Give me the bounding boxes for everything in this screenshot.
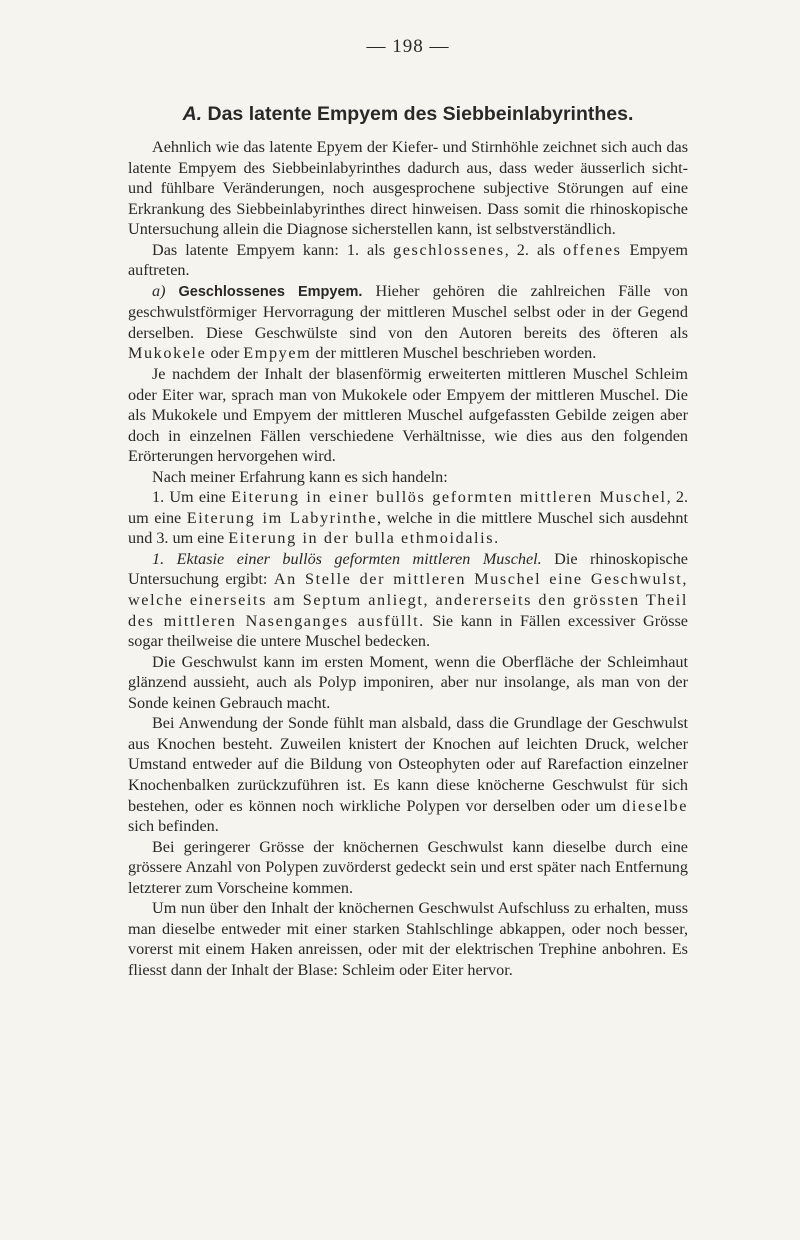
paragraph-text: Um nun über den Inhalt der knöchernen Geschwulst Aufschluss zu erhalten, muss man dieselbe entweder mit einer starken Stahlschlinge abkappen, oder noch besser, vorerst mit einem Haken anreissen, oder mit der elektrischen Trephine anbohren. Es fliesst dann der Inhalt der Blase: Schleim oder Eiter hervor. bbox=[128, 899, 688, 979]
paragraph-intro bbox=[128, 137, 688, 240]
paragraph-content bbox=[128, 364, 688, 467]
spaced-term: Eiterung in einer bullös geformten mittleren Muschel bbox=[231, 488, 667, 507]
paragraph-text: 1. Um eine bbox=[152, 488, 232, 507]
paragraph-polyp bbox=[128, 652, 688, 714]
spaced-term: Empyem bbox=[243, 344, 312, 363]
page-number: — 198 — bbox=[366, 36, 450, 57]
paragraph-text: Die Geschwulst kann im ersten Moment, wenn die Oberfläche der Schleimhaut glänzend aussieht, auch als Polyp imponiren, aber nur insolange, als man von der Sonde keinen Gebrauch macht. bbox=[128, 652, 688, 712]
paragraph-text: Aehnlich wie das latente Epyem der Kiefer- und Stirnhöhle zeichnet sich auch das latente Empyem des Siebbeinlabyrinthes dadurch aus, dass weder äusserlich sicht- und fühlbare Veränderungen, noch ausgesprochene subjective Störungen auf eine Erkrankung des Siebbeinlabyrinthes direct hinweisen. Dass somit die rhinoskopische Untersuchung allein die Diagnose sicherstellen kann, ist selbstverständlich. bbox=[128, 138, 688, 239]
paragraph-types bbox=[128, 240, 688, 281]
section-title: Das latente Empyem des Siebbeinlabyrinthes. bbox=[207, 103, 634, 125]
subsection-title-italic: 1. Ektasie einer bullös geformten mittleren Muschel. bbox=[152, 549, 542, 568]
paragraph-closed-empyema bbox=[128, 281, 688, 364]
section-letter: A. bbox=[182, 103, 203, 125]
paragraph-text: Bei geringerer Grösse der knöchernen Geschwulst kann dieselbe durch eine grössere Anzahl von Polypen zuvörderst gedeckt sein und erst später nach Entfernung letzterer zum Vorscheine kommen. bbox=[128, 837, 688, 897]
paragraph-ectasia bbox=[128, 549, 688, 652]
paragraph-experience bbox=[128, 467, 688, 488]
spaced-term: dieselbe bbox=[622, 796, 688, 815]
spaced-term: geschlossenes bbox=[393, 240, 505, 259]
spaced-term: Eiterung im Labyrinthe bbox=[186, 508, 377, 527]
paragraph-probe bbox=[128, 713, 688, 836]
paragraph-text: Hieher gehören die zahlreichen Fälle von geschwulstförmiger Hervorragung der mittleren Muschel selbst oder in der Gegend derselben. Diese Geschwülste sind von den Autoren bereits des öfteren als bbox=[128, 281, 688, 342]
spaced-term: Eiterung in der bulla ethmoidalis bbox=[228, 529, 495, 548]
paragraph-text: Empyem auftreten. bbox=[128, 240, 688, 280]
spaced-term: An Stelle der mittleren Muschel eine Geschwulst, welche einerseits am Septum anliegt, andererseits den grössten Theil des mittleren Nasenganges ausfüllt. bbox=[128, 570, 688, 630]
paragraph-small-tumor bbox=[128, 837, 688, 899]
paragraph-text: Das latente Empyem kann: 1. als bbox=[152, 240, 394, 259]
paragraph-text: , 2. um eine bbox=[128, 488, 688, 527]
paragraph-text: der mittleren Muschel beschrieben worden. bbox=[311, 344, 597, 363]
paragraph-text: , welche in die mittlere Muschel sich ausdehnt und 3. um eine bbox=[128, 508, 688, 548]
paragraph-text: Die rhinoskopische Untersuchung ergibt: bbox=[128, 549, 688, 589]
paragraph-text: Nach meiner Erfahrung kann es sich handeln: bbox=[152, 467, 448, 486]
paragraph-text: Sie kann in Fällen excessiver Grösse sogar theilweise die untere Muschel bedecken. bbox=[128, 611, 688, 651]
paragraph-cases bbox=[128, 487, 688, 549]
paragraph-text: sich befinden. bbox=[128, 817, 219, 836]
paragraph-text: oder bbox=[206, 344, 244, 363]
section-heading bbox=[128, 102, 688, 126]
paragraph-text: . bbox=[494, 529, 499, 548]
paragraph-text: Bei Anwendung der Sonde fühlt man alsbald, dass die Grundlage der Geschwulst aus Knochen besteht. Zuweilen knistert der Knochen auf leichten Druck, welcher Umstand entweder auf die Bildung von Osteophyten oder auf Rarefaction einzelner Knochenbalken zurückzuführen ist. Es kann diese knöcherne Geschwulst für sich bestehen, oder es können noch wirkliche Polypen vor derselben oder um bbox=[128, 714, 688, 815]
paragraph-removal bbox=[128, 898, 688, 980]
body-text bbox=[128, 137, 688, 980]
spaced-term: Mukokele bbox=[128, 344, 207, 363]
subsection-title: Geschlossenes Empyem. bbox=[165, 283, 363, 300]
subsection-letter: a) bbox=[152, 281, 166, 300]
paragraph-text: Je nachdem der Inhalt der blasenförmig erweiterten mittleren Muschel Schleim oder Eiter war, sprach man von Mukokele oder Empyem der mittleren Muschel. Die als Mukokele und Empyem der mittleren Muschel aufgefassten Gebilde zeigen aber doch in einzelnen Fällen verschiedene Verhältnisse, wie dies aus den folgenden Erörterungen hervorgehen wird. bbox=[128, 365, 688, 466]
spaced-term: offenes bbox=[562, 240, 622, 259]
paragraph-text: , 2. als bbox=[504, 240, 563, 259]
